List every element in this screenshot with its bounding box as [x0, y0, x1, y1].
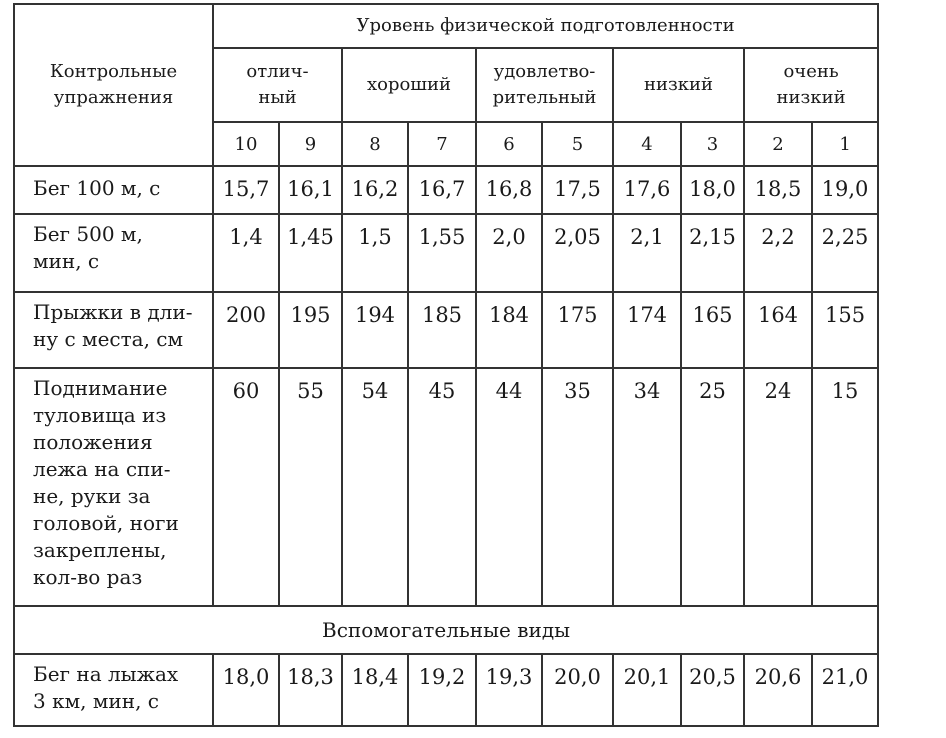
value-cell: 16,1	[279, 166, 342, 214]
value-cell: 17,5	[542, 166, 613, 214]
value-cell: 2,15	[681, 214, 744, 292]
value-cell: 174	[613, 292, 681, 368]
level-very-low: очень низкий	[744, 48, 878, 122]
value-cell: 17,6	[613, 166, 681, 214]
value-cell: 18,0	[213, 654, 279, 726]
level-good: хороший	[342, 48, 476, 122]
value-cell: 25	[681, 368, 744, 606]
table-row	[14, 368, 878, 606]
level-satisfactory: удовлетво- рительный	[476, 48, 613, 122]
value-cell: 185	[408, 292, 476, 368]
level-excellent: отлич- ный	[213, 48, 342, 122]
exercise-name: Бег 100 м, с	[14, 166, 213, 214]
value-cell: 35	[542, 368, 613, 606]
value-cell: 19,0	[812, 166, 878, 214]
exercise-name: Бег 500 м, мин, с	[14, 214, 213, 292]
score-cell: 7	[408, 122, 476, 166]
value-cell: 1,55	[408, 214, 476, 292]
value-cell: 34	[613, 368, 681, 606]
exercise-name: Бег на лыжах 3 км, мин, с	[14, 654, 213, 726]
value-cell: 1,45	[279, 214, 342, 292]
score-cell: 3	[681, 122, 744, 166]
value-cell: 18,5	[744, 166, 812, 214]
exercise-column-header: Контрольные упражнения	[14, 4, 213, 166]
value-cell: 20,1	[613, 654, 681, 726]
value-cell: 2,0	[476, 214, 542, 292]
table-row	[14, 214, 878, 292]
value-cell: 18,3	[279, 654, 342, 726]
value-cell: 194	[342, 292, 408, 368]
value-cell: 18,0	[681, 166, 744, 214]
value-cell: 1,5	[342, 214, 408, 292]
value-cell: 60	[213, 368, 279, 606]
value-cell: 1,4	[213, 214, 279, 292]
value-cell: 2,2	[744, 214, 812, 292]
value-cell: 20,6	[744, 654, 812, 726]
value-cell: 155	[812, 292, 878, 368]
value-cell: 164	[744, 292, 812, 368]
value-cell: 19,2	[408, 654, 476, 726]
value-cell: 2,1	[613, 214, 681, 292]
value-cell: 18,4	[342, 654, 408, 726]
value-cell: 16,8	[476, 166, 542, 214]
value-cell: 44	[476, 368, 542, 606]
level-low: низкий	[613, 48, 744, 122]
value-cell: 2,05	[542, 214, 613, 292]
value-cell: 16,7	[408, 166, 476, 214]
value-cell: 2,25	[812, 214, 878, 292]
value-cell: 21,0	[812, 654, 878, 726]
value-cell: 20,0	[542, 654, 613, 726]
score-cell: 8	[342, 122, 408, 166]
auxiliary-section-row	[14, 606, 878, 654]
score-cell: 4	[613, 122, 681, 166]
auxiliary-section-title: Вспомогательные виды	[14, 606, 878, 654]
score-cell: 9	[279, 122, 342, 166]
score-cell: 6	[476, 122, 542, 166]
value-cell: 19,3	[476, 654, 542, 726]
value-cell: 184	[476, 292, 542, 368]
value-cell: 55	[279, 368, 342, 606]
score-cell: 5	[542, 122, 613, 166]
level-title: Уровень физической подготовленности	[213, 4, 878, 48]
value-cell: 54	[342, 368, 408, 606]
score-cell: 10	[213, 122, 279, 166]
value-cell: 20,5	[681, 654, 744, 726]
score-cell: 1	[812, 122, 878, 166]
value-cell: 15	[812, 368, 878, 606]
fitness-norms-table	[13, 3, 879, 727]
value-cell: 195	[279, 292, 342, 368]
exercise-name: Поднимание туловища из положения лежа на спи- не, руки за головой, ноги закреплены, кол-во раз	[14, 368, 213, 606]
score-cell: 2	[744, 122, 812, 166]
table-row	[14, 292, 878, 368]
value-cell: 200	[213, 292, 279, 368]
exercise-name: Прыжки в дли- ну с места, см	[14, 292, 213, 368]
value-cell: 15,7	[213, 166, 279, 214]
value-cell: 16,2	[342, 166, 408, 214]
value-cell: 165	[681, 292, 744, 368]
value-cell: 45	[408, 368, 476, 606]
value-cell: 24	[744, 368, 812, 606]
value-cell: 175	[542, 292, 613, 368]
table-row	[14, 654, 878, 726]
table-row	[14, 166, 878, 214]
